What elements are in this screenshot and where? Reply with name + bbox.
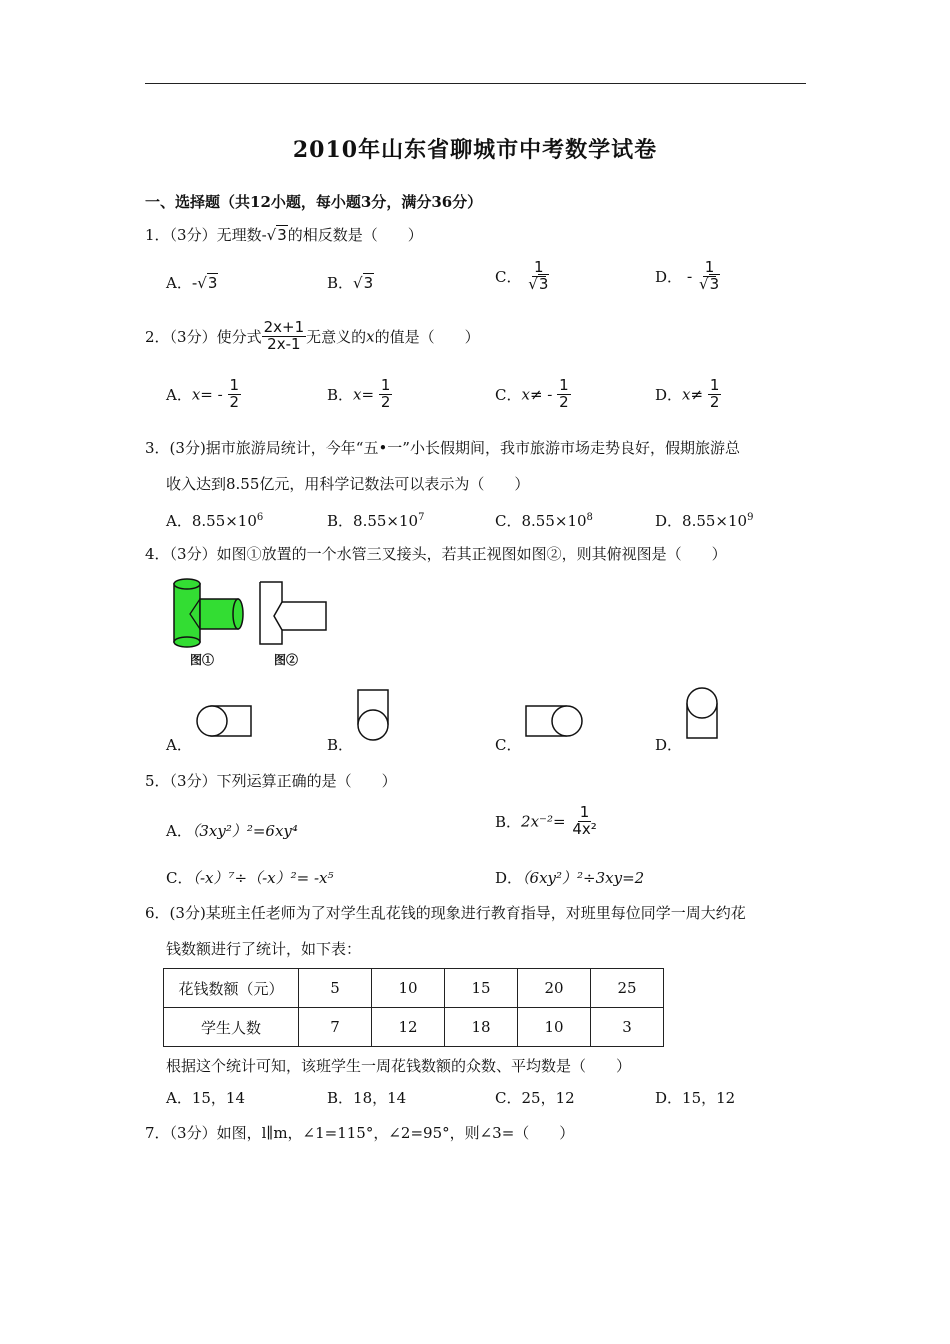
- question-3-line1: 3．(3分)据市旅游局统计，今年“五•一”小长假期间，我市旅游市场走势良好，假期旅游总: [145, 439, 740, 457]
- table-cell: 10: [372, 969, 445, 1008]
- q6-option-b: B．18，14: [327, 1089, 407, 1107]
- q1-option-a: A．-√3: [166, 274, 218, 292]
- header-rule: [145, 83, 806, 84]
- q2-option-a: A．x= - $\frac{1}{2}$: [166, 376, 240, 411]
- figure-2-caption: 图②: [274, 653, 299, 667]
- table-cell: 10: [518, 1008, 591, 1047]
- table-cell: 18: [445, 1008, 518, 1047]
- table-cell: 15: [445, 969, 518, 1008]
- table-cell: 12: [372, 1008, 445, 1047]
- question-1: [145, 224, 423, 245]
- question-6-line3: 根据这个统计可知，该班学生一周花钱数额的众数、平均数是（ ）: [166, 1057, 632, 1075]
- question-3-line2: 收入达到8.55亿元，用科学记数法可以表示为（ ）: [166, 475, 530, 493]
- q6-option-d: D．15，12: [655, 1089, 736, 1107]
- q4-option-d-figure: [684, 686, 720, 742]
- page-title: 2010年山东省聊城市中考数学试卷: [292, 137, 658, 163]
- q4-option-b-figure: [355, 688, 391, 742]
- table-cell: 5: [299, 969, 372, 1008]
- q3-option-c: C．$8.55\times 10^8$: [495, 512, 593, 530]
- q5-option-b: B．2x⁻²= $\frac{1}{\text{4x²}}$: [495, 803, 597, 838]
- q5-option-c: C．（-x）⁷÷（-x）²= -x⁵: [166, 869, 334, 887]
- table-header-count: 学生人数: [164, 1008, 299, 1047]
- q6-option-c: C．25，12: [495, 1089, 575, 1107]
- q3-option-a: A．$8.55\times 10^6$: [166, 512, 264, 530]
- q1-stem-a: 1．（3分）无理数-: [145, 226, 267, 244]
- section-heading: 一、选择题（共12小题，每小题3分，满分36分）: [145, 193, 483, 211]
- table-row: [164, 969, 664, 1008]
- question-4: 4．（3分）如图①放置的一个水管三叉接头，若其正视图如图②，则其俯视图是（ ）: [145, 545, 727, 563]
- q4-option-b-label: B．: [327, 736, 354, 754]
- q4-option-c-figure: [523, 704, 585, 740]
- q4-option-a-label: A．: [166, 736, 192, 754]
- q1-option-b: B．√3: [327, 274, 374, 292]
- figure-2-front-view: [258, 580, 330, 646]
- table-row: [164, 1008, 664, 1047]
- q2-option-c: C．x≠ - $\frac{1}{2}$: [495, 376, 569, 411]
- q2-option-b: B．x= $\frac{1}{2}$: [327, 376, 391, 411]
- table-cell: 7: [299, 1008, 372, 1047]
- table-cell: 25: [591, 969, 664, 1008]
- table-cell: 3: [591, 1008, 664, 1047]
- q3-option-d: D．$8.55\times 10^9$: [655, 512, 754, 530]
- table-cell: 20: [518, 969, 591, 1008]
- question-6-line1: 6．(3分)某班主任老师为了对学生乱花钱的现象进行教育指导，对班里每位同学一周大约花: [145, 904, 746, 922]
- figure-1-pipe-joint: [160, 578, 250, 648]
- q1-option-d: D． - $\frac{1}{√3}$: [655, 258, 720, 293]
- q4-option-c-label: C．: [495, 736, 522, 754]
- q5-option-d: D．（6xy²）²÷3xy=2: [495, 869, 645, 887]
- q6-option-a: A．15，14: [166, 1089, 246, 1107]
- spending-table: [163, 968, 664, 1047]
- q5-option-a: A．（3xy²）²=6xy⁴: [166, 822, 298, 840]
- q4-option-a-figure: [195, 704, 255, 740]
- q2-option-d: D．x≠ $\frac{1}{2}$: [655, 376, 720, 411]
- q1-sqrt: √3: [266, 226, 287, 244]
- q1-option-c: C． $\frac{1}{√3}$: [495, 258, 549, 293]
- question-5: 5．（3分）下列运算正确的是（ ）: [145, 772, 397, 790]
- q1-stem-b: 的相反数是（ ）: [287, 226, 423, 244]
- question-2: 2．（3分）使分式 $\frac{2x+1}{2x-1}$ 无意义的x的值是（ ）: [145, 318, 480, 353]
- q3-option-b: B．$8.55\times 10^7$: [327, 512, 425, 530]
- q4-option-d-label: D．: [655, 736, 683, 754]
- figure-1-caption: 图①: [190, 653, 215, 667]
- question-6-line2: 钱数额进行了统计，如下表：: [166, 940, 362, 958]
- question-7: 7．（3分）如图，l∥m，∠1=115°，∠2=95°，则∠3=（ ）: [145, 1124, 575, 1142]
- table-header-amount: 花钱数额（元）: [164, 969, 299, 1008]
